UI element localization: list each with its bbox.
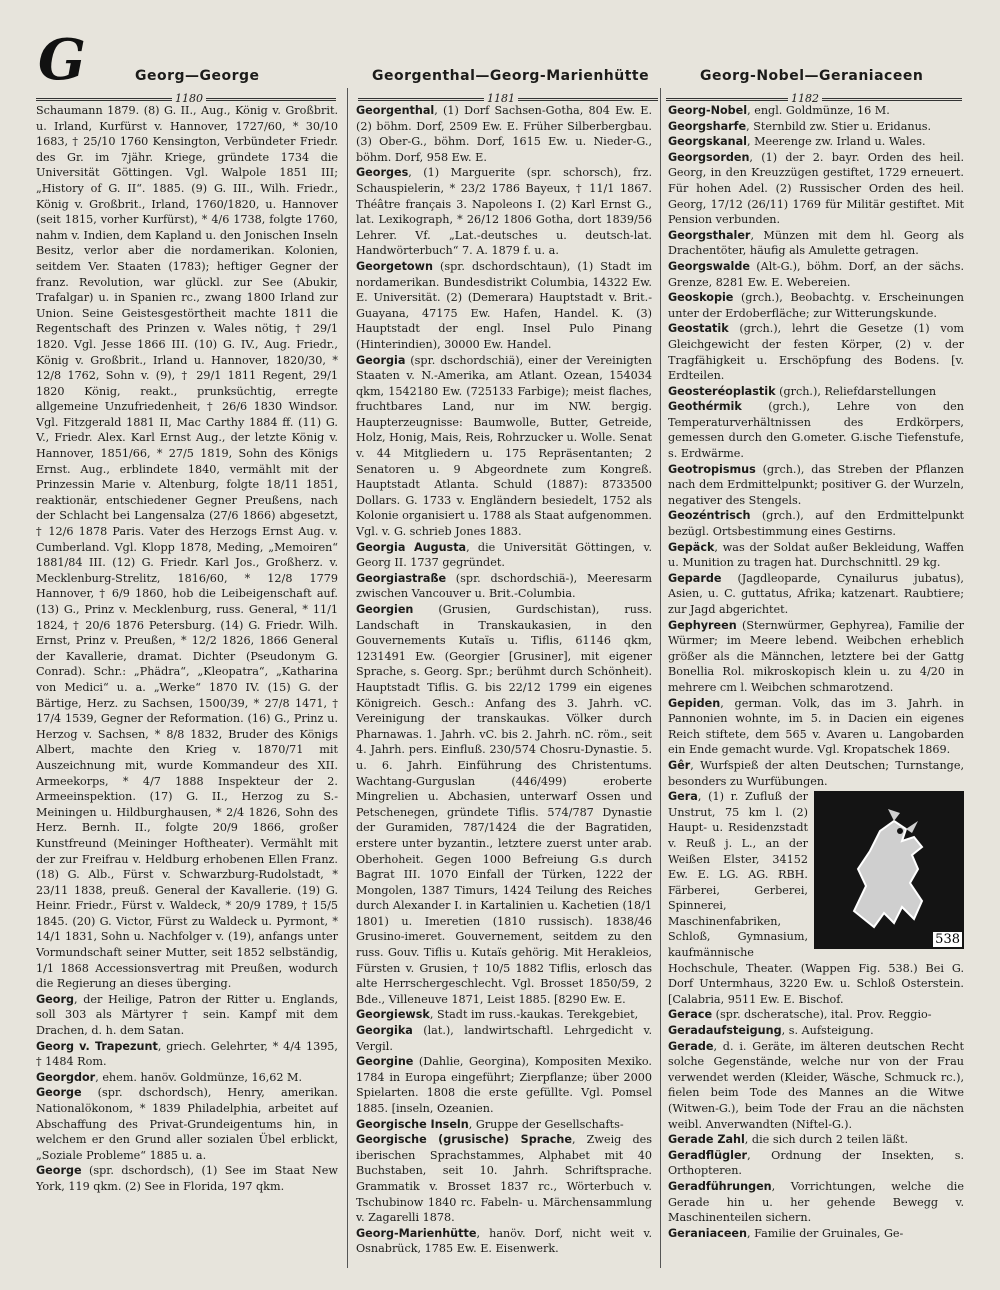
entry-headword: Georgiastraße	[356, 571, 447, 585]
entry-headword: Georgine	[356, 1055, 414, 1069]
entry-text: , (1) Marguerite (spr. schorsch), frz. Schauspielerin, * 23/2 1786 Bayeux, † 11/1 1867. Théâtre français 3. Napoleons I. (2) Karl Ernst G., lat. Lexikograph, * 26/12 1806 Gotha, dort 1839/56 Lehrer. Vf. „Lat.-deutsches u. deutsch-lat. Handwörterbuch“ 7. A. 1879 f. u. a.	[356, 166, 652, 258]
dictionary-entry	[356, 602, 652, 1007]
dictionary-entry	[668, 103, 964, 119]
entry-text: , was der Soldat außer Bekleidung, Waffen u. Munition zu tragen hat. Durchschnittl. 29 kg.	[668, 540, 964, 570]
entry-headword: Georg v. Trapezunt	[36, 1039, 158, 1053]
entry-headword: Georgskanal	[668, 135, 747, 149]
entry-text: , d. i. Geräte, im älteren deutschen Recht solche Gegenstände, welche nur von der Frau verwendet werden (Kleider, Wäsche, Schmuck rc.), fielen beim Tode des Mannes an die Witwe (Witwen-G.), beim Tode der Frau an die nächsten weibl. Anverwandten (Niftel-G.).	[668, 1039, 964, 1131]
entry-text: (spr. dschordschiä-), Meeresarm zwischen Vancouver u. Brit.-Columbia.	[356, 571, 652, 601]
entry-headword: Gerace	[668, 1008, 713, 1022]
dictionary-entry	[668, 1148, 964, 1179]
entry-headword: Georgika	[356, 1024, 413, 1038]
dictionary-entry	[356, 1007, 652, 1023]
entry-headword: Geradflügler	[668, 1148, 748, 1162]
entry-text: , Gruppe der Gesellschafts-	[468, 1117, 624, 1131]
entry-headword: Gerade Zahl	[668, 1133, 745, 1147]
entry-headword: Georgiewsk	[356, 1008, 430, 1022]
page-number-right: 1182	[788, 92, 822, 105]
dictionary-entry	[668, 384, 964, 400]
entry-headword: Georg	[36, 992, 74, 1006]
dictionary-entry	[668, 462, 964, 509]
section-letter: G	[38, 27, 86, 93]
header-right: Georg-Nobel—Geraniaceen	[700, 68, 924, 84]
entry-text: (Grusien, Gurdschistan), russ. Landschaft in Transkaukasien, in den Gouvernements Kutaïs u. Tiflis, 61146 qkm, 1231491 Ew. (Georgier [Grusiner], mit eigener Sprache, s. Georg. Spr.; berühmt durch Schönheit). Hauptstadt Tiflis. G. bis 22/12 1799 ein eigenes Königreich. Gesch.: Anfang des 3. Jahrh. vC. Vereinigung der transkaukas. Völker durch Pharnawas. 1. Jahrh. vC. bis 2. Jahrh. nC. röm., seit 4. Jahrh. pers. Einfluß. 230/574 Chosru-Dynastie. 5. u. 6. Jahrh. Einführung des Christentums. Wachtang-Gurguslan (446/499) eroberte Mingrelien u. Abchasien, unterwarf Ossen und Petschenegen, gründete Tiflis. 574/787 Dynastie der Guramiden, 787/1424 die der Bagratiden, erstere unter byzantin., letztere zuerst unter arab. Oberhoheit. Gegen 1000 Befreiung G.s durch Bagrat III. 1070 Einfall der Türken, 1222 der Mongolen, 1387 Timurs, 1424 Teilung des Reiches durch Alexander I. in Kartalinien u. Kachetien (18/1 1801) u. Imeretien (1810 russisch). 1838/46 Grusino-imeret. Gouvernement, seitdem zu den russ. Gouv. Tiflis u. Kutaïs gehörig. Mit Herakleios, Fürsten v. Grusien, † 10/5 1882 Tiflis, erlosch das alte Herrschergeschlecht. Vgl. Brosset 1850/59, 2 Bde., Villeneuve 1871, Leist 1885. [8290 Ew. E.	[356, 603, 652, 1006]
entry-text: (Sternwürmer, Gephyrea), Familie der Würmer; im Meere lebend. Weibchen erheblich größer als die Männchen, letztere bei der Gattg Bonellia Rol. mikroskopisch klein u. zu 4/20 in mehrere cm l. Weibchen schmarotzend.	[668, 618, 964, 694]
entry-headword: Gephyreen	[668, 618, 737, 632]
dictionary-entry	[668, 290, 964, 321]
dictionary-entry	[356, 259, 652, 353]
dictionary-entry	[668, 1023, 964, 1039]
entry-text: , hanöv. Dorf, nicht weit v. Osnabrück, 1785 Ew. E. Eisenwerk.	[356, 1226, 652, 1256]
dictionary-entry	[668, 696, 964, 758]
entry-headword: Gera	[668, 790, 698, 804]
entry-headword: Geosteréoplastik	[668, 384, 776, 398]
entry-headword: Geradführungen	[668, 1179, 772, 1193]
entry-text: , engl. Goldmünze, 16 M.	[747, 104, 890, 117]
entry-text: , ehem. hanöv. Goldmünze, 16,62 M.	[95, 1070, 303, 1084]
entry-headword: Geotropismus	[668, 462, 756, 476]
column-center	[356, 103, 652, 1271]
entry-text: (grch.), Reliefdarstellungen	[775, 384, 937, 398]
dictionary-entry	[668, 508, 964, 539]
entry-headword: Gepiden	[668, 696, 721, 710]
entry-headword: Georgia Augusta	[356, 540, 467, 554]
entry-text: (spr. dscheratsche), ital. Prov. Reggio-	[712, 1008, 932, 1022]
entry-headword: Geothérmik	[668, 400, 742, 414]
entry-headword: Georgien	[356, 603, 414, 616]
dictionary-entry	[668, 1226, 964, 1242]
dictionary-entry	[668, 540, 964, 571]
entry-text: (spr. dschordschiä), einer der Vereinigten Staaten v. N.-Amerika, am Atlant. Ozean, 154034 qkm, 1542180 Ew. (725133 Farbige); meist flaches, fruchtbares Land, nur im NW. bergig. Haupterzeugnisse: Baumwolle, Butter, Getreide, Holz, Honig, Mais, Reis, Rohrzucker u. Wolle. Senat v. 44 Mitgliedern u. 175 Repräsentanten; 2 Senatoren u. 9 Abgeordnete zum Kongreß. Hauptstadt Atlanta. Schuld (1887): 8733500 Dollars. G. 1733 v. Engländern besiedelt, 1752 als Kolonie organisiert u. 1788 als Staat aufgenommen. Vgl. v. G. schrieb Jones 1883.	[356, 353, 652, 539]
dictionary-entry	[668, 571, 964, 618]
entry-text: , Zweig des iberischen Sprachstammes, Alphabet mit 40 Buchstaben, seit 10. Jahrh. Schriftsprache. Grammatik v. Brosset 1837 rc., Wörterbuch v. Tschubinow 1840 rc. Fabeln- u. Märchensammlung v. Zagarelli 1878.	[356, 1133, 652, 1225]
entry-headword: Georg-Nobel	[668, 104, 748, 117]
entry-text: , (1) Dorf Sachsen-Gotha, 804 Ew. E. (2) böhm. Dorf, 2509 Ew. E. Früher Silberbergbau. (3) Ober-G., böhm. Dorf, 1615 Ew. u. Nieder-G., böhm. Dorf, 958 Ew. E.	[356, 104, 652, 164]
dictionary-entry	[668, 119, 964, 135]
page-number-center: 1181	[484, 92, 518, 105]
dictionary-entry	[356, 1023, 652, 1054]
column-right	[668, 103, 964, 1271]
entry-headword: Geoskopie	[668, 291, 734, 305]
dictionary-entry	[668, 150, 964, 228]
dictionary-entry	[668, 228, 964, 259]
dictionary-entry	[668, 1132, 964, 1148]
lion-icon	[814, 791, 964, 949]
entry-headword: Gepäck	[668, 540, 715, 554]
entry-text: , s. Aufsteigung.	[781, 1024, 874, 1038]
entry-headword: Geparde	[668, 571, 722, 585]
entry-text: , (1) der 2. bayr. Orden des heil. Georg, in den Kreuzzügen gestiftet, 1729 erneuert. Für hohen Adel. (2) Russischer Orden des heil. Georg, 17/12 (26/11) 1769 für Militär gestiftet. Mit Pension verbunden.	[668, 150, 964, 227]
column-divider	[347, 88, 348, 1268]
entry-text: , der Heilige, Patron der Ritter u. Englands, soll 303 als Märtyrer † sein. Kampf mit dem Drachen, d. h. dem Satan.	[36, 992, 338, 1038]
column-divider	[660, 88, 661, 1268]
coat-of-arms-figure	[814, 791, 964, 949]
dictionary-entry	[36, 1039, 338, 1070]
dictionary-entry	[36, 1070, 338, 1086]
figure-number: 538	[935, 932, 960, 948]
entry-text: (spr. dschordsch), Henry, amerikan. Nationalökonom, * 1839 Philadelphia, arbeitet auf Abschaffung des Privat-Grundeigentums hin, in welchem er den Grund aller sozialen Übel erblickt, „Soziale Probleme“ 1885 u. a.	[36, 1086, 338, 1162]
entry-text: , Vorrichtungen, welche die Gerade hin u. her gehende Bewegg v. Maschinenteilen sichern.	[668, 1179, 964, 1225]
entry-headword: Georgsthaler	[668, 228, 751, 242]
dictionary-entry	[668, 1039, 964, 1133]
entry-headword: Georgische (grusische) Sprache	[356, 1133, 572, 1147]
entry-headword: Georgia	[356, 353, 406, 367]
entry-text: , Familie der Gruinales, Ge-	[746, 1226, 904, 1240]
dictionary-entry	[356, 353, 652, 540]
header-left: Georg—George	[135, 68, 260, 84]
entry-text: , die sich durch 2 teilen läßt.	[744, 1133, 909, 1147]
entry-text: (grch.), Lehre von den Temperaturverhältnissen des Erdkörpers, gemessen durch den G.ometer. G.ische Tiefenstufe, s. Erdwärme.	[668, 400, 964, 461]
dictionary-entry	[668, 758, 964, 789]
entry-text: (grch.), Beobachtg. v. Erscheinungen unter der Erdoberfläche; zur Witterungskunde.	[668, 291, 964, 320]
entry-text: , Ordnung der Insekten, s. Orthopteren.	[668, 1148, 964, 1178]
page-number-left: 1180	[172, 92, 206, 105]
entry-text: (Alt-G.), böhm. Dorf, an der sächs. Grenze, 8281 Ew. E. Webereien.	[668, 259, 964, 289]
entry-headword: Geostatik	[668, 322, 729, 336]
entry-text: (spr. dschordschtaun), (1) Stadt im nordamerikan. Bundesdistrikt Columbia, 14322 Ew. E. Universität. (2) (Demerara) Hauptstadt v. Brit.-Guayana, 47175 Ew. Hafen, Handel. K. (3) Hauptstadt der engl. Insel Pulo Pinang (Hinterindien), 30000 Ew. Handel.	[356, 259, 652, 351]
entry-text: (grch.), auf den Erdmittelpunkt bezügl. Ortsbestimmung eines Gestirns.	[668, 509, 964, 539]
entry-text: , german. Volk, das im 3. Jahrh. in Pannonien wohnte, im 5. in Dacien ein eigenes Reich stiftete, dem 565 v. Avaren u. Langobarden ein Ende gemacht wurde. Vgl. Kropatschek 1869.	[668, 696, 964, 757]
dictionary-entry	[36, 103, 338, 992]
entry-text: , Wurfspieß der alten Deutschen; Turnstange, besonders zu Wurfübungen.	[668, 758, 964, 788]
dictionary-entry	[668, 1179, 964, 1226]
entry-text: (grch.), lehrt die Gesetze (1) vom Gleichgewicht der festen Körper, (2) v. der Tragfähigkeit u. Erschöpfung des Bodens. [v. Erdteilen.	[668, 322, 964, 383]
entry-headword: George	[36, 1086, 82, 1100]
entry-text: , Münzen mit dem hl. Georg als Drachentöter, häufig als Amulette getragen.	[668, 228, 964, 258]
dictionary-entry	[356, 571, 652, 602]
entry-headword: Gêr	[668, 758, 691, 772]
entry-headword: Georgdor	[36, 1070, 96, 1084]
column-left	[36, 103, 338, 1271]
entry-headword: Geradaufsteigung	[668, 1024, 782, 1038]
entry-text: , Sternbild zw. Stier u. Eridanus.	[746, 119, 932, 133]
dictionary-entry	[668, 259, 964, 290]
dictionary-entry	[356, 1132, 652, 1226]
dictionary-entry	[668, 1007, 964, 1023]
entry-headword: Georgswalde	[668, 259, 750, 273]
dictionary-entry	[668, 618, 964, 696]
entry-headword: Georgetown	[356, 259, 433, 273]
dictionary-entry	[36, 1163, 338, 1194]
dictionary-entry	[668, 399, 964, 461]
dictionary-entry	[36, 1085, 338, 1163]
dictionary-entry	[668, 134, 964, 150]
entry-text: , Meerenge zw. Irland u. Wales.	[746, 135, 926, 149]
dictionary-entry	[36, 992, 338, 1039]
dictionary-entry	[356, 1226, 652, 1257]
header-center: Georgenthal—Georg-Marienhütte	[372, 68, 650, 84]
entry-headword: Geozéntrisch	[668, 509, 751, 523]
entry-text: (spr. dschordsch), (1) See im Staat New York, 119 qkm. (2) See in Florida, 197 qkm.	[36, 1164, 338, 1193]
dictionary-entry	[356, 165, 652, 259]
entry-headword: Georgenthal	[356, 104, 435, 117]
entry-headword: Georgische Inseln	[356, 1117, 469, 1131]
entry-text: , die Universität Göttingen, v. Georg II. 1737 gegründet.	[356, 540, 652, 570]
entry-headword: Georgsorden	[668, 150, 750, 164]
dictionary-entry	[356, 540, 652, 571]
dictionary-entry	[668, 321, 964, 383]
entry-headword: George	[36, 1164, 82, 1178]
entry-headword: Geraniaceen	[668, 1226, 747, 1240]
entry-headword: Georges	[356, 166, 409, 180]
entry-text: Schaumann 1879. (8) G. II., Aug., König v. Großbrit. u. Irland, Kurfürst v. Hannover, 1727/60, * 30/10 1683, † 25/10 1760 Kensington, Verbündeter Friedr. des Gr. im 7jähr. Kriege, gründete 1734 die Universität Göttingen. Vgl. Walpole 1851 III; „History of G. II“. 1885. (9) G. III., Wilh. Friedr., König v. Großbrit., Irland, 1760/1820, u. Hannover (seit 1815, vorher Kurfürst), * 4/6 1738, folgte 1760, nahm v. Indien, dem Kapland u. den Jonischen Inseln Besitz, verlor aber die nordamerikan. Kolonien, seitdem Ver. Staaten (1783); heftiger Gegner der franz. Revolution, war glückl. zur See (Abukir, Trafalgar) u. in Spanien rc., zwang 1800 Irland zur Union. Seine Geistesgestörtheit machte 1811 die Regentschaft des Prinzen v. Wales nötig, † 29/1 1820. Vgl. Jesse 1866 III. (10) G. IV., Aug. Friedr., König v. Großbrit., Irland u. Hannover, 1820/30, * 12/8 1762, Sohn v. (9), † 29/1 1811 Regent, 29/1 1820 König, reakt., prunksüchtig, erregte allgemeine Unzufriedenheit, † 26/6 1830 Windsor. Vgl. Fitzgerald 1881 II, Mac Carthy 1884 ff. (11) G. V., Friedr. Alex. Karl Ernst Aug., der letzte König v. Hannover, 1851/66, * 27/5 1819, Sohn des Königs Ernst. Aug., erblindete 1840, vermählt mit der Prinzessin Marie v. Altenburg, folgte 18/11 1851, reaktionär, entschiedener Gegner Preußens, nach der Schlacht bei Langensalza (27/6 1866) abgesetzt, † 12/6 1878 Paris. Vater des Herzogs Ernst Aug. v. Cumberland. Vgl. Klopp 1878, Meding, „Memoiren“ 1881/84 III. (12) G. Friedr. Karl Jos., Großherz. v. Mecklenburg-Strelitz, 1816/60, * 12/8 1779 Hannover, † 6/9 1860, hob die Leibeigenschaft auf. (13) G., Prinz v. Mecklenburg, russ. General, * 11/1 1824, † 20/6 1876 Petersburg. (14) G. Friedr. Wilh. Ernst, Prinz v. Preußen, * 12/2 1826, 1866 General der Kavallerie, dramat. Dichter (Pseudonym G. Conrad). Schr.: „Phädra“, „Kleopatra“, „Katharina von Medici“ u. a. „Werke“ 1870 IV. (15) G. der Bärtige, Herz. zu Sachsen, 1500/39, * 27/8 1471, † 17/4 1539, Gegner der Reformation. (16) G., Prinz u. Herzog v. Sachsen, * 8/8 1832, Bruder des Königs Albert, machte den Krieg v. 1870/71 mit Auszeichnung mit, wurde Kommandeur des XII. Armeekorps, * 4/7 1888 Inspekteur der 2. Armeeinspektion. (17) G. II., Herzog zu S.-Meiningen u. Hildburghausen, * 2/4 1826, Sohn des Herz. Bernh. II., folgte 20/9 1866, großer Kunstfreund (Meininger Hoftheater). Vermählt mit der zur Freifrau v. Heldburg erhobenen Ellen Franz. (18) G. Alb., Fürst v. Schwarzburg-Rudolstadt, * 23/11 1838, preuß. General der Kavallerie. (19) G. Heinr. Friedr., Fürst v. Waldeck, * 20/9 1789, † 15/5 1845. (20) G. Victor, Fürst zu Waldeck u. Pyrmont, * 14/1 1831, Sohn u. Nachfolger v. (19), anfangs unter Vormundschaft seiner Mutter, seit 1852 selbständig, 1/1 1868 Accessionsvertrag mit Preußen, wodurch die Regierung an dieses überging.	[36, 104, 338, 991]
dictionary-entry	[356, 1117, 652, 1133]
entry-headword: Georgsharfe	[668, 119, 747, 133]
entry-text: (Dahlie, Georgina), Kompositen Mexiko. 1784 in Europa eingeführt; Zierpflanze; über 2000 Spielarten. 1808 die erste gefüllte. Vgl. Pomsel 1885. [inseln, Ozeanien.	[356, 1055, 652, 1115]
dictionary-entry	[356, 103, 652, 165]
dictionary-entry	[356, 1054, 652, 1116]
entry-headword: Gerade	[668, 1039, 714, 1053]
entry-text: (lat.), landwirtschaftl. Lehrgedicht v. Vergil.	[356, 1024, 652, 1053]
entry-text: (Jagdleoparde, Cynailurus jubatus), Asien, u. C. guttatus, Afrika; katzenart. Raubtiere; zur Jagd abgerichtet.	[668, 571, 964, 616]
entry-text: (grch.), das Streben der Pflanzen nach dem Erdmittelpunkt; positiver G. der Wurzeln, negativer des Stengels.	[668, 462, 964, 507]
entry-text: , griech. Gelehrter, * 4/4 1395, † 1484 Rom.	[36, 1039, 338, 1069]
entry-text: , (1) r. Zufluß der Unstrut, 75 km l. (2) Haupt- u. Residenzstadt v. Reuß j. L., an der Weißen Elster, 34152 Ew. E. LG. AG. RBH. Färberei, Gerberei, Spinnerei, Maschinenfabriken, Schloß, Gymnasium, kaufmännische Hochschule, Theater. (Wappen Fig. 538.) Bei G. Dorf Untermhaus, 3220 Ew. u. Schloß Osterstein. [Calabria, 9511 Ew. E. Bischof.	[668, 790, 964, 1006]
entry-headword: Georg-Marienhütte	[356, 1226, 477, 1240]
entry-text: , Stadt im russ.-kaukas. Terekgebiet,	[429, 1008, 639, 1022]
